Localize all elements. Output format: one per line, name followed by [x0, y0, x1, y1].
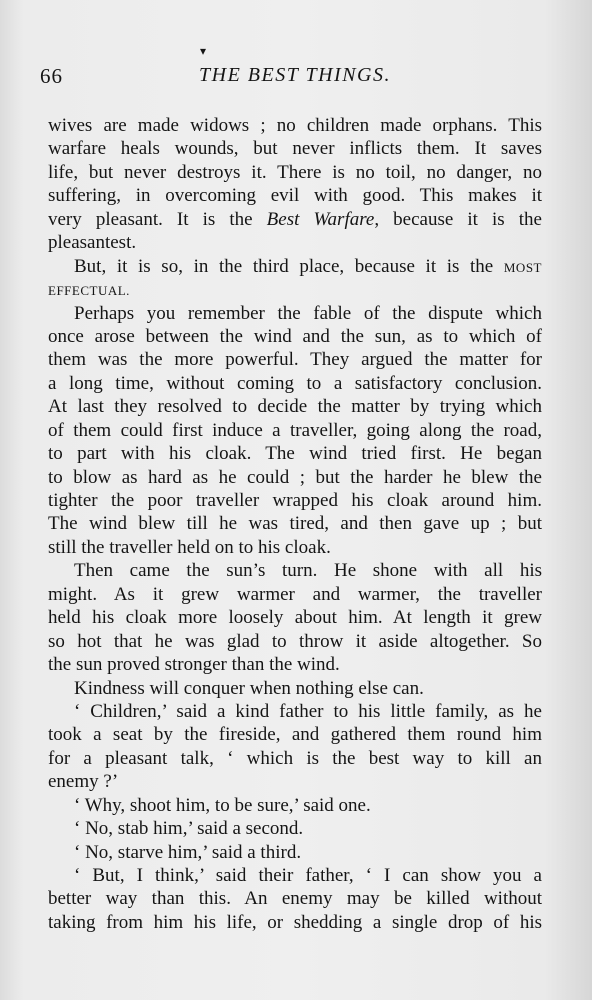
text-line: enemy ?’ [48, 771, 119, 793]
text-line: to part with his cloak. The wind tried first. He began [48, 443, 542, 465]
text-line: once arose between the wind and the sun, as to which of [48, 325, 542, 347]
text-line: better way than this. An enemy may be killed without [48, 888, 542, 910]
text-line: wives are made widows ; no children made orphans. This [48, 115, 542, 136]
text-line: to blow as hard as he could ; but the harder he blew the [48, 466, 542, 488]
text-line: took a seat by the fireside, and gathered them round him [48, 724, 542, 746]
text-line: Kindness will conquer when nothing else can. [74, 677, 424, 699]
text-line: life, but never destroys it. There is no toil, no danger, no [48, 161, 542, 183]
text-line [48, 208, 542, 231]
text-line: Then came the sun’s turn. He shone with all his [74, 560, 542, 582]
text-line: ‘ Why, shoot him, to be sure,’ said one. [74, 794, 371, 816]
text-line: them was the more powerful. They argued the matter for [48, 349, 542, 371]
body-text [48, 114, 542, 934]
text-line: warfare heals wounds, but never inflicts them. It saves [48, 138, 542, 160]
text-run: , because it is the [374, 208, 542, 230]
text-line: Perhaps you remember the fable of the dispute which [74, 302, 542, 324]
running-title: THE BEST THINGS. [199, 64, 391, 86]
text-line: so hot that he was glad to throw it aside altogether. So [48, 630, 542, 652]
text-line: ‘ But, I think,’ said their father, ‘ I can show you a [74, 865, 542, 886]
text-line: still the traveller held on to his cloak. [48, 536, 331, 558]
running-head [40, 64, 550, 94]
text-line: ‘ No, stab him,’ said a second. [74, 818, 304, 840]
text-line: pleasantest. [48, 232, 137, 254]
small-caps-word: MOST [503, 259, 542, 275]
text-line: ‘ Children,’ said a kind father to his little family, as he [74, 700, 542, 722]
page-number: 66 [40, 64, 63, 88]
text-run: very pleasant. It is the [48, 208, 267, 230]
text-line: The wind blew till he was tired, and then gave up ; but [48, 513, 542, 535]
text-line: the sun proved stronger than the wind. [48, 654, 340, 676]
text-line: a long time, without coming to a satisfactory conclusion. [48, 372, 542, 394]
text-line: of them could first induce a traveller, going along the road, [48, 419, 542, 441]
text-line: suffering, in overcoming evil with good. This makes it [48, 185, 542, 207]
ink-speck: ▾ [200, 44, 207, 58]
text-line: for a pleasant talk, ‘ which is the best way to kill an [48, 747, 542, 769]
italic-phrase: Best Warfare [266, 208, 375, 230]
text-line: ‘ No, starve him,’ said a third. [74, 841, 302, 863]
text-line: tighter the poor traveller wrapped his cloak around him. [48, 490, 542, 511]
text-line: taking from him his life, or shedding a single drop of his [48, 911, 542, 933]
text-line: held his cloak more loosely about him. At length it grew [48, 607, 542, 629]
small-caps-word: EFFECTUAL. [48, 283, 130, 299]
text-line: might. As it grew warmer and warmer, the traveller [48, 583, 542, 605]
text-run: But, it is so, in the third place, because it is the [74, 255, 504, 277]
text-line [48, 278, 542, 301]
text-line: At last they resolved to decide the matter by trying which [48, 396, 542, 418]
text-line [48, 255, 542, 278]
